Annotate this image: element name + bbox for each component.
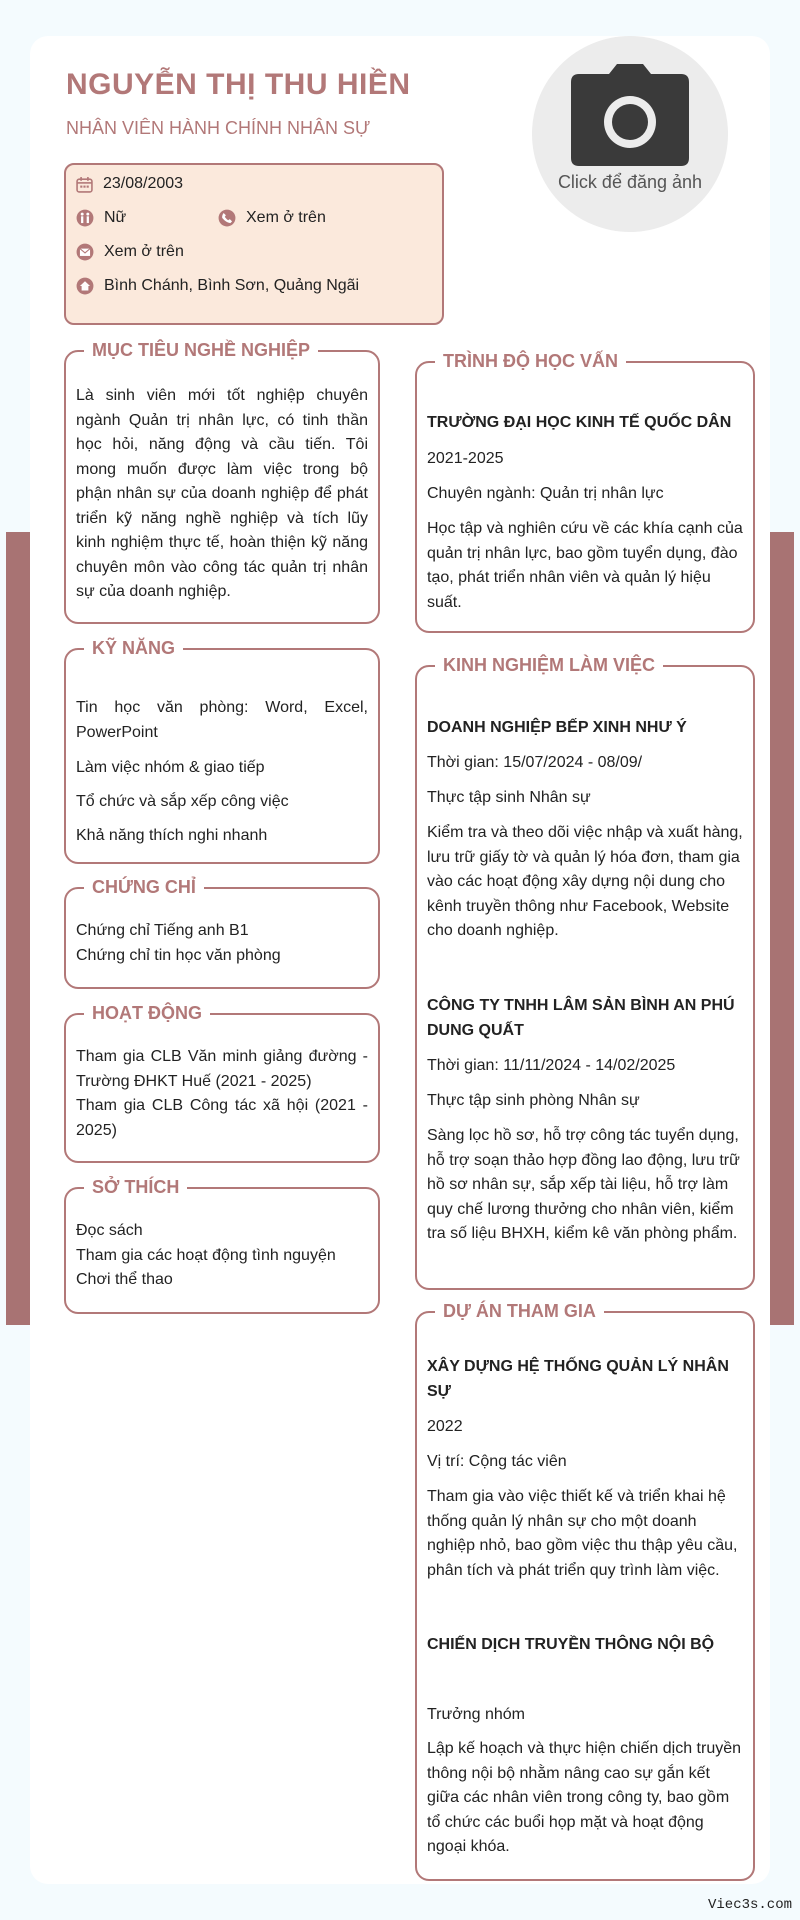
certificate-item: Chứng chỉ Tiếng anh B1 [76,922,249,939]
hobbies-section [64,1177,380,1314]
photo-upload[interactable] [532,36,728,232]
objective-text: Là sinh viên mới tốt nghiệp chuyên ngành Quản trị nhân lực, có tinh thần học hỏi, năng động và cầu tiến. Tôi mong muốn được làm việc trong bộ phận nhân sự của doanh nghiệp để phát triển kỹ năng nghề nghiệp và tích lũy kinh nghiệm thực tế, hoàn thiện kỹ năng chuyên môn vào công tác quản trị nhân sự của doanh nghiệp. [76,387,368,600]
project-position: Trưởng nhóm [427,1706,525,1723]
gender: Nữ [104,209,127,226]
job-role: Thực tập sinh Nhân sự [427,789,591,806]
photo-upload-label: Click để đăng ảnh [557,172,703,192]
hobbies-title: SỞ THÍCH [84,1176,187,1198]
skill-item: Tổ chức và sắp xếp công việc [76,793,289,810]
job-period: Thời gian: 15/07/2024 - 08/09/ [427,754,643,771]
camera-icon [571,64,689,166]
skills-section [64,638,380,864]
activity-item: Tham gia CLB Công tác xã hội (2021 - 2025) [76,1097,368,1139]
project-position: Vị trí: Cộng tác viên [427,1453,567,1470]
calendar-icon [76,176,93,193]
project-name: CHIẾN DỊCH TRUYỀN THÔNG NỘI BỘ [427,1636,715,1653]
education-years: 2021-2025 [427,450,504,467]
education-section [415,351,755,633]
email-icon [76,243,94,261]
education-title: TRÌNH ĐỘ HỌC VẤN [435,350,626,372]
experience-section [415,655,755,1290]
projects-title: DỰ ÁN THAM GIA [435,1300,604,1322]
contact-info [64,163,444,325]
hobby-item: Tham gia các hoạt động tình nguyện [76,1247,336,1264]
right-decor-bar [770,532,794,1325]
school-name: TRƯỜNG ĐẠI HỌC KINH TẾ QUỐC DÂN [427,414,732,431]
certificates-title: CHỨNG CHỈ [84,876,204,898]
email: Xem ở trên [104,243,184,260]
hobby-item: Chơi thể thao [76,1271,173,1288]
skill-item: Khả năng thích nghi nhanh [76,827,268,844]
education-description: Học tập và nghiên cứu về các khía cạnh của quản trị nhân lực, bao gồm tuyển dụng, đào tạo, phát triển nhân viên và quản lý hiệu suất. [427,520,743,611]
objective-title: MỤC TIÊU NGHỀ NGHIỆP [84,339,318,361]
hobby-item: Đọc sách [76,1222,143,1239]
candidate-name: NGUYỄN THỊ THU HIỀN [66,68,411,101]
project-name: XÂY DỰNG HỆ THỐNG QUẢN LÝ NHÂN SỰ [427,1358,729,1400]
project-description: Lập kế hoạch và thực hiện chiến dịch truyền thông nội bộ nhằm nâng cao sự gắn kết giữa các nhân viên trong công ty, bao gồm tổ chức các buổi họp mặt và hoạt động ngoại khóa. [427,1740,742,1855]
job-description: Sàng lọc hồ sơ, hỗ trợ công tác tuyển dụng, hỗ trợ soạn thảo hợp đồng lao động, lưu trữ hồ sơ nhân sự, sắp xếp tài liệu, hỗ trợ làm quy chế lương thưởng cho nhân viên, kiểm tra số liệu BHXH, kiểm kê văn phòng phẩm. [427,1127,740,1242]
objective-section [64,340,380,624]
activities-title: HOẠT ĐỘNG [84,1002,210,1024]
phone: Xem ở trên [246,209,326,226]
projects-section [415,1301,755,1881]
watermark: Viec3s.com [708,1897,793,1913]
gender-icon [76,209,94,227]
job-company: CÔNG TY TNHH LÂM SẢN BÌNH AN PHÚ DUNG QUẤT [427,997,735,1039]
skill-item: Tin học văn phòng: Word, Excel, PowerPoint [76,699,368,741]
skills-title: KỸ NĂNG [84,637,183,659]
certificate-item: Chứng chỉ tin học văn phòng [76,947,281,964]
left-decor-bar [6,532,30,1325]
candidate-job-title: NHÂN VIÊN HÀNH CHÍNH NHÂN SỰ [66,118,371,138]
job-company: DOANH NGHIỆP BẾP XINH NHƯ Ý [427,719,687,736]
birthdate: 23/08/2003 [103,175,184,192]
certificates-section [64,877,380,989]
phone-icon [218,209,236,227]
education-major: Chuyên ngành: Quản trị nhân lực [427,485,664,502]
job-description: Kiểm tra và theo dõi việc nhập và xuất hàng, lưu trữ giấy tờ và quản lý hóa đơn, tham gia vào các hoạt động xây dựng nội dung cho kênh truyền thông như Facebook, Website cho doanh nghiệp. [427,824,743,939]
job-period: Thời gian: 11/11/2024 - 14/02/2025 [427,1057,676,1074]
address: Bình Chánh, Bình Sơn, Quảng Ngãi [104,277,360,294]
project-description: Tham gia vào việc thiết kế và triển khai hệ thống quản lý nhân sự cho một doanh nghiệp nhỏ, bao gồm việc thu thập yêu cầu, phân tích và phát triển quy trình làm việc. [427,1488,738,1579]
activities-section [64,1003,380,1163]
job-role: Thực tập sinh phòng Nhân sự [427,1092,640,1109]
experience-title: KINH NGHIỆM LÀM VIỆC [435,654,663,676]
skill-item: Làm việc nhóm & giao tiếp [76,759,265,776]
home-icon [76,277,94,295]
project-year: 2022 [427,1418,463,1435]
activity-item: Tham gia CLB Văn minh giảng đường - Trường ĐHKT Huế (2021 - 2025) [76,1048,368,1090]
